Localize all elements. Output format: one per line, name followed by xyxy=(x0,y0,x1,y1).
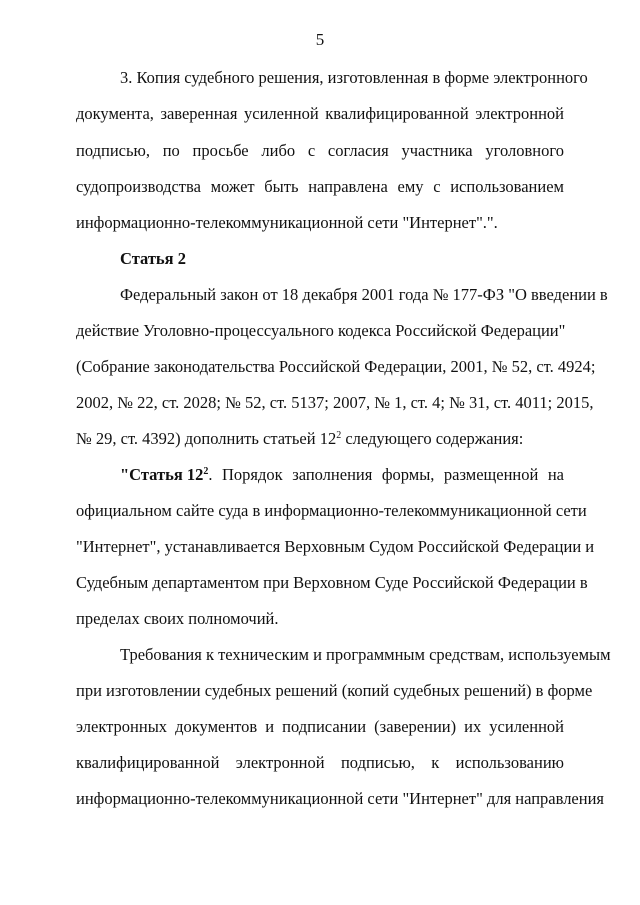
text-line: "Интернет", устанавливается Верховным Судом Российской Федерации и xyxy=(76,537,595,556)
text-line: Судебным департаментом при Верховном Суде Российской Федерации в xyxy=(76,573,588,592)
text-line: судопроизводства может быть направлена ему с использованием xyxy=(76,177,564,196)
superscript: 2 xyxy=(203,466,209,477)
text-fragment: № 29, ст. 4392) дополнить статьей 12 xyxy=(76,429,337,448)
text-line: электронных документов и подписании (заверении) их усиленной xyxy=(76,717,564,736)
text-fragment: следующего содержания: xyxy=(341,429,524,448)
text-line: Требования к техническим и программным средствам, используемым xyxy=(120,645,611,664)
article-heading: Статья 2 xyxy=(120,249,186,268)
text-line: квалифицированной электронной подписью, к использованию xyxy=(76,753,564,772)
text-line: пределах своих полномочий. xyxy=(76,609,279,628)
text-fragment: . Порядок заполнения формы, размещенной на xyxy=(208,465,564,484)
article-title-inline xyxy=(120,465,208,485)
page-number: 5 xyxy=(315,30,325,49)
text-line: действие Уголовно-процессуального кодекса Российской Федерации" xyxy=(76,321,566,340)
text-line: информационно-телекоммуникационной сети "Интернет".". xyxy=(76,213,498,232)
text-line: Федеральный закон от 18 декабря 2001 года № 177-ФЗ "О введении в xyxy=(120,285,608,304)
text-line: подписью, по просьбе либо с согласия участника уголовного xyxy=(76,141,564,160)
text-line xyxy=(76,429,564,449)
text-line: официальном сайте суда в информационно-телекоммуникационной сети xyxy=(76,501,587,520)
text-line: при изготовлении судебных решений (копий судебных решений) в форме xyxy=(76,681,593,700)
superscript: 2 xyxy=(336,430,342,441)
text-line: 2002, № 22, ст. 2028; № 52, ст. 5137; 2007, № 1, ст. 4; № 31, ст. 4011; 2015, xyxy=(76,393,594,412)
text-line: документа, заверенная усиленной квалифицированной электронной xyxy=(76,104,564,123)
text-fragment: "Статья 12 xyxy=(120,465,204,484)
text-line: (Собрание законодательства Российской Федерации, 2001, № 52, ст. 4924; xyxy=(76,357,596,376)
text-line: информационно-телекоммуникационной сети "Интернет" для направления xyxy=(76,789,604,808)
text-line xyxy=(120,465,564,485)
text-line: 3. Копия судебного решения, изготовленная в форме электронного xyxy=(120,68,588,87)
